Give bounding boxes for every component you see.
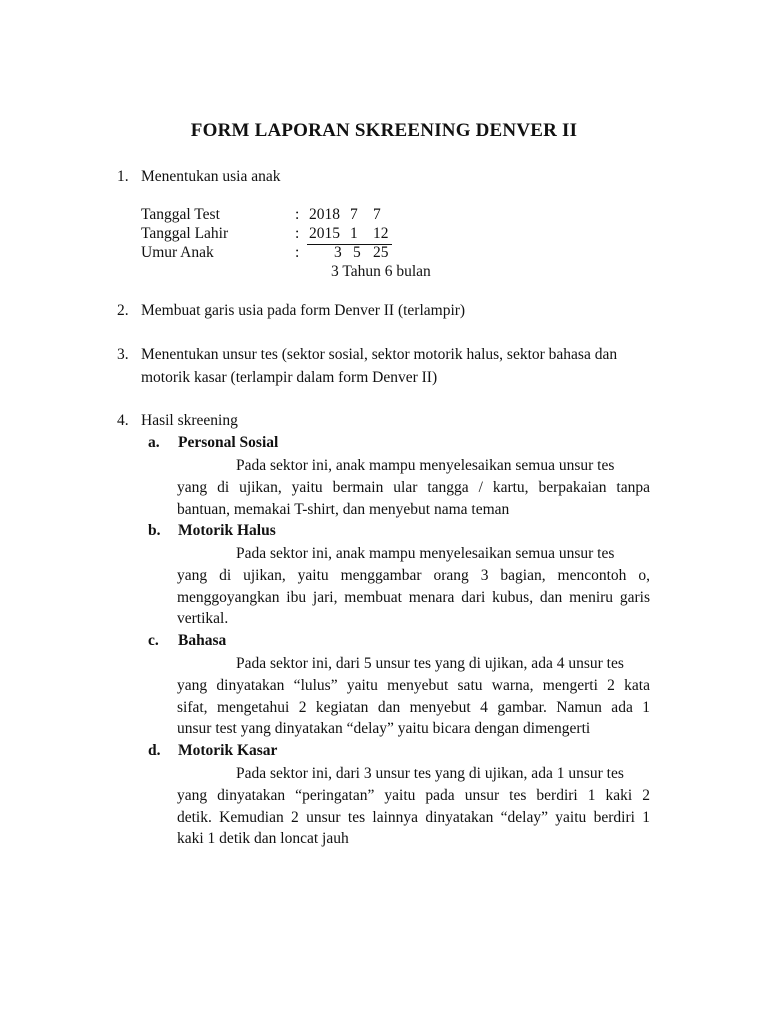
subsection-b-line-1: Pada sektor ini, anak mampu menyelesaikan semua unsur tes [236,545,615,562]
subsection-b-paragraph [177,543,650,630]
subsection-d-title: Motorik Kasar [178,742,278,759]
subsection-a-paragraph [177,455,650,520]
subsection-d-letter: d. [148,742,161,759]
subsection-b-line-3: menggoyangkan ibu jari, membuat menara dari kubus, dan meniru garis [177,588,650,606]
section-4-heading: Hasil skreening [141,412,238,429]
tanggal-test-month: 7 [350,206,358,223]
section-1-heading: Menentukan usia anak [141,168,281,185]
tanggal-lahir-month: 1 [350,225,358,242]
subsection-d-line-2: yang dinyatakan “peringatan” yaitu pada unsur tes berdiri 1 kaki 2 [177,786,650,804]
umur-anak-colon: : [295,244,300,261]
subsection-c-line-1: Pada sektor ini, dari 5 unsur tes yang di ujikan, ada 4 unsur tes [236,655,624,672]
subsection-d-line-3: detik. Kemudian 2 unsur tes lainnya dinyatakan “delay” yaitu berdiri 1 [177,808,650,826]
subsection-d-line-1: Pada sektor ini, dari 3 unsur tes yang di ujikan, ada 1 unsur tes [236,765,624,782]
subsection-c-line-3: sifat, mengetahui 2 kegiatan dan menyebut 4 gambar. Namun ada 1 [177,698,650,716]
subsection-d-paragraph [177,763,650,850]
subsection-a-line-2: yang di ujikan, yaitu bermain ular tangga / kartu, berpakaian tanpa [177,478,650,496]
subsection-a-line-3: bantuan, memakai T-shirt, dan menyebut nama teman [177,500,510,518]
section-2-number: 2. [117,302,129,319]
tanggal-lahir-label: Tanggal Lahir [141,225,229,242]
age-summary: 3 Tahun 6 bulan [331,263,431,280]
subsection-c-line-2: yang dinyatakan “lulus” yaitu menyebut satu warna, mengerti 2 kata [177,676,650,694]
section-3-line-2: motorik kasar (terlampir dalam form Denver II) [141,369,438,386]
tanggal-test-day: 7 [373,206,381,223]
subsection-a-title: Personal Sosial [178,434,279,451]
section-3-line-1: Menentukan unsur tes (sektor sosial, sektor motorik halus, sektor bahasa dan [141,346,618,363]
tanggal-lahir-colon: : [295,225,300,242]
subsection-c-paragraph [177,653,650,740]
subsection-b-line-4: vertikal. [177,610,229,628]
subsection-c-line-4: unsur test yang dinyatakan “delay” yaitu bicara dengan dimengerti [177,720,591,738]
subsection-b-title: Motorik Halus [178,522,276,539]
tanggal-lahir-day: 12 [373,225,389,242]
tanggal-lahir-year: 2015 [309,225,340,242]
subsection-b-line-2: yang di ujikan, yaitu menggambar orang 3 bagian, mencontoh o, [177,566,650,584]
section-4-number: 4. [117,412,129,429]
tanggal-test-colon: : [295,206,300,223]
umur-anak-months: 5 [353,244,361,261]
section-3-number: 3. [117,346,129,363]
section-1-number: 1. [117,168,129,185]
umur-anak-years: 3 [334,244,342,261]
page-title: FORM LAPORAN SKREENING DENVER II [190,120,578,141]
subsection-c-title: Bahasa [178,632,227,649]
umur-anak-label: Umur Anak [141,244,214,261]
subsection-d-line-4: kaki 1 detik dan loncat jauh [177,830,349,848]
tanggal-test-year: 2018 [309,206,340,223]
subsection-b-letter: b. [148,522,161,539]
umur-anak-days: 25 [373,244,389,261]
tanggal-test-label: Tanggal Test [141,206,220,223]
subsection-a-line-1: Pada sektor ini, anak mampu menyelesaikan semua unsur tes [236,457,615,474]
subsection-a-letter: a. [148,434,160,451]
section-2-text: Membuat garis usia pada form Denver II (terlampir) [141,302,466,319]
subsection-c-letter: c. [148,632,159,649]
